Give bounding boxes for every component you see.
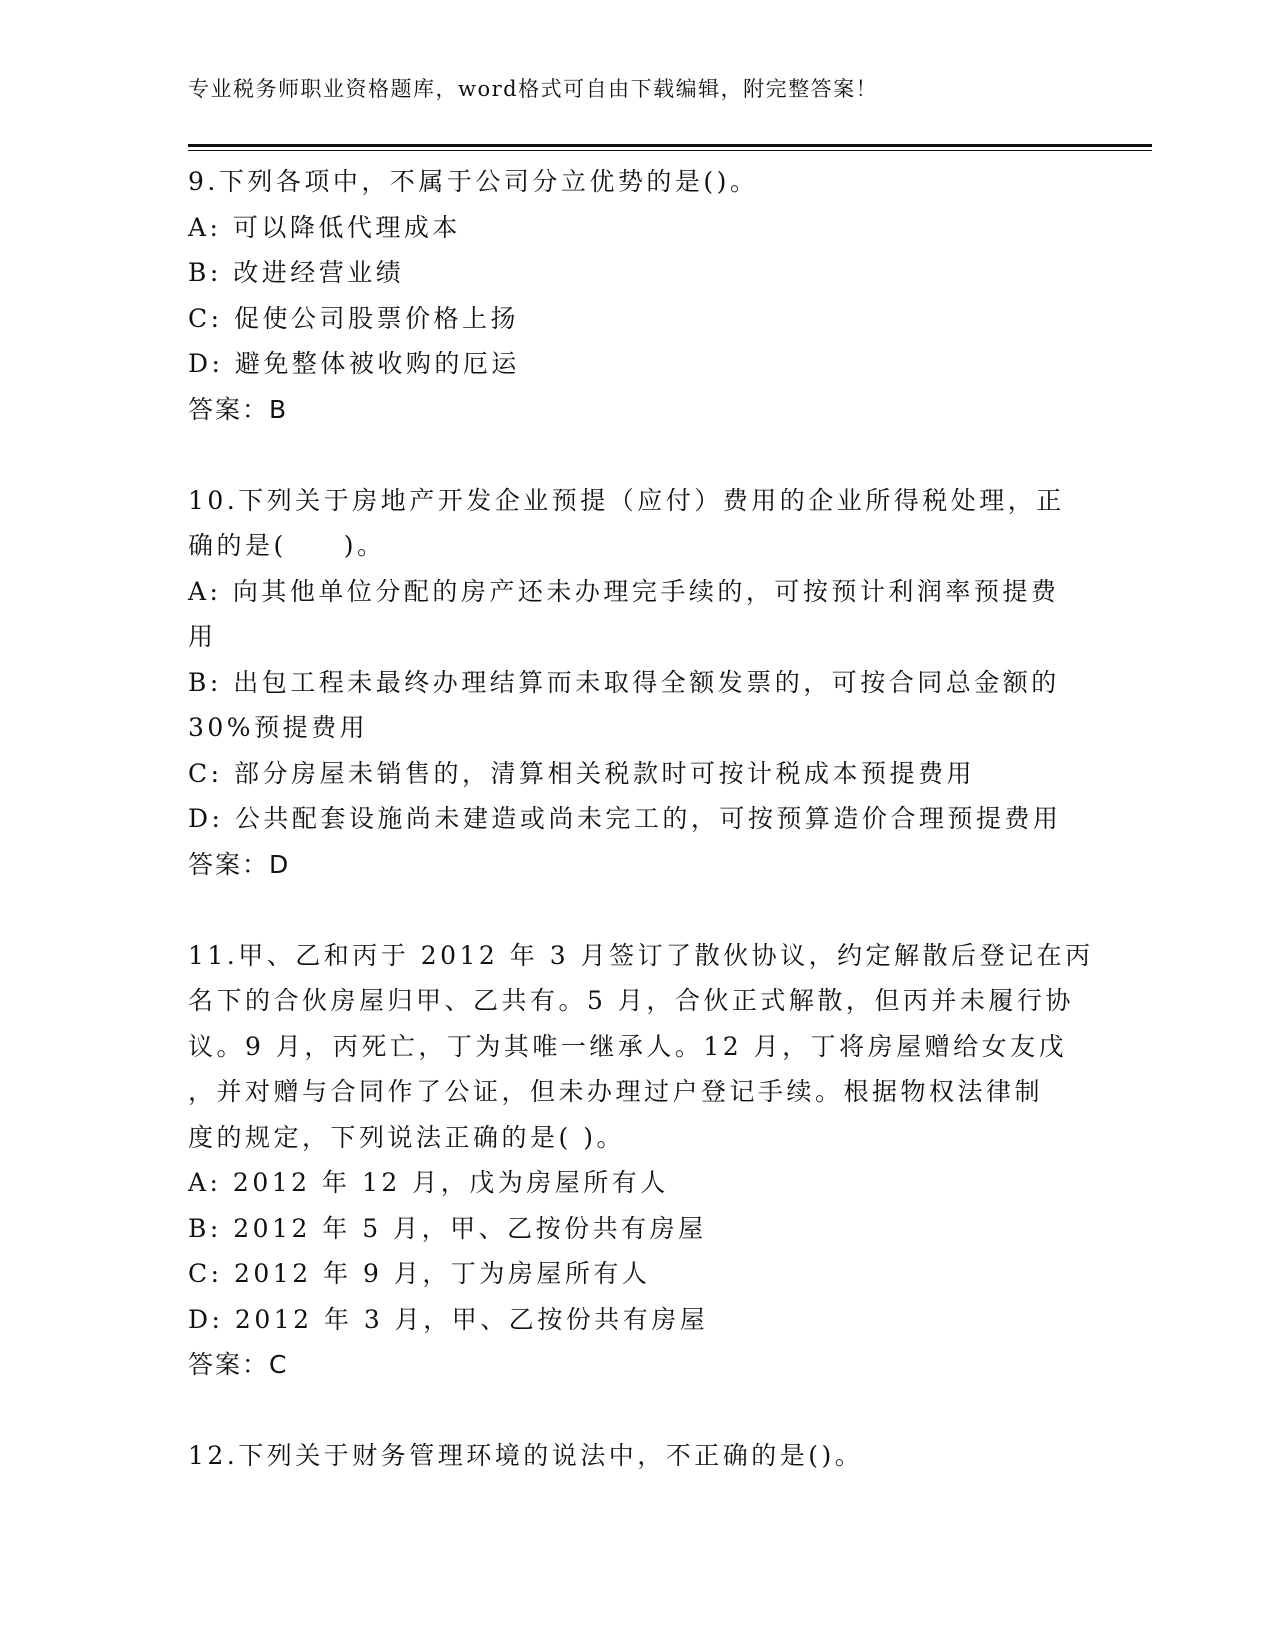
question-11-option-c: C: 2012 年 9 月，丁为房屋所有人 [188, 1259, 651, 1288]
question-11-option-d: D: 2012 年 3 月，甲、乙按份共有房屋 [188, 1304, 709, 1334]
question-11-answer: 答案：C [188, 1350, 289, 1379]
question-12 [188, 1433, 1088, 1479]
page-header: 专业税务师职业资格题库，word格式可自由下载编辑，附完整答案！ [188, 77, 879, 101]
question-9-option-b: B: 改进经营业绩 [188, 258, 405, 287]
question-11-stem-line-4: ，并对赠与合同作了公证，但未办理过户登记手续。根据物权法律制 [188, 1077, 1044, 1106]
question-11-option-b: B: 2012 年 5 月，甲、乙按份共有房屋 [188, 1213, 707, 1243]
question-11-stem-line-1: 11.甲、乙和丙于 2012 年 3 月签订了散伙协议，约定解散后登记在丙 [188, 940, 1094, 970]
question-list [188, 159, 1094, 1479]
question-9-option-d: D: 避免整体被收购的厄运 [188, 349, 520, 378]
header-rule-thick [188, 144, 1152, 147]
question-10-option-d: D: 公共配套设施尚未建造或尚未完工的，可按预算造价合理预提费用 [188, 804, 1062, 833]
question-11-option-a: A: 2012 年 12 月，戊为房屋所有人 [188, 1168, 669, 1197]
question-10-option-b-line-2: 30%预提费用 [188, 713, 369, 742]
question-11-stem-line-5: 度的规定，下列说法正确的是( )。 [188, 1122, 625, 1152]
question-9 [188, 159, 1088, 432]
question-9-option-a: A: 可以降低代理成本 [188, 212, 461, 242]
question-9-answer: 答案：B [188, 394, 289, 424]
question-10-option-a-line-1: A: 向其他单位分配的房产还未办理完手续的，可按预计利润率预提费 [188, 576, 1060, 606]
question-10-answer: 答案：D [188, 849, 291, 879]
question-9-stem: 9.下列各项中，不属于公司分立优势的是()。 [188, 167, 759, 196]
question-12-stem: 12.下列关于财务管理环境的说法中，不正确的是()。 [188, 1441, 864, 1470]
header-rule-thin [188, 150, 1152, 151]
question-10 [188, 478, 1088, 888]
question-10-stem-line-1: 10.下列关于房地产开发企业预提（应付）费用的企业所得税处理，正 [188, 485, 1065, 515]
question-10-option-b-line-1: B: 出包工程未最终办理结算而未取得全额发票的，可按合同总金额的 [188, 667, 1060, 697]
question-11 [188, 933, 1094, 1388]
question-11-stem-line-2: 名下的合伙房屋归甲、乙共有。5 月，合伙正式解散，但丙并未履行协 [188, 986, 1074, 1015]
question-10-option-a-line-2: 用 [188, 622, 217, 651]
question-11-stem-line-3: 议。9 月，丙死亡，丁为其唯一继承人。12 月，丁将房屋赠给女友戊 [188, 1031, 1068, 1061]
question-10-option-c: C: 部分房屋未销售的，清算相关税款时可按计税成本预提费用 [188, 758, 976, 788]
question-10-stem-line-2: 确的是( )。 [188, 531, 386, 560]
question-9-option-c: C: 促使公司股票价格上扬 [188, 303, 519, 333]
